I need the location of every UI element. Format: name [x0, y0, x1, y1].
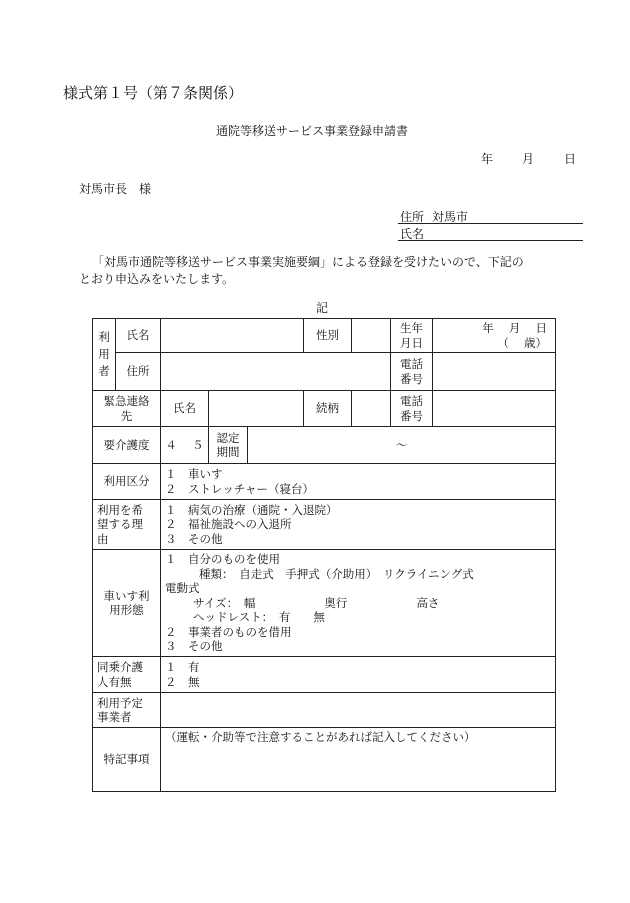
care-level-label-cell — [93, 427, 161, 464]
birth-age-format: （ 歳） — [497, 335, 547, 350]
usage-class-options-cell[interactable] — [161, 464, 556, 500]
provider-row — [93, 693, 556, 728]
user-phone-label-cell — [391, 353, 433, 391]
certification-period-input[interactable] — [248, 427, 555, 463]
companion-label-cell — [93, 657, 161, 693]
companion-label-1: 同乗介護 — [97, 660, 143, 675]
emergency-row — [93, 391, 556, 427]
user-address-label-cell — [116, 353, 161, 391]
birth-date-format: 年 月 日 — [482, 321, 547, 336]
reason-option-facility[interactable]: ２ 福祉施設への入退所 — [165, 517, 292, 532]
provider-input-cell[interactable] — [161, 693, 556, 728]
usage-class-row — [93, 464, 556, 500]
emergency-label-2: 先 — [120, 408, 133, 423]
relation-input-cell[interactable] — [352, 391, 391, 427]
sex-label-cell — [304, 319, 352, 353]
notes-label: 特記事項 — [103, 752, 150, 767]
birth-input-cell[interactable] — [433, 319, 556, 353]
user-phone-input-cell[interactable] — [433, 353, 556, 391]
wc-type[interactable]: 種類： 自走式 手押式（介助用） リクライニング式 — [199, 566, 474, 581]
wheelchair-label-1: 車いす利 — [103, 588, 150, 603]
reason-label-3: 由 — [97, 531, 109, 546]
sex-input-cell[interactable] — [352, 319, 391, 353]
user-address-label: 住所 — [126, 364, 150, 379]
notes-row — [93, 728, 556, 792]
wheelchair-options-cell[interactable] — [161, 550, 556, 657]
birth-label-2: 月日 — [400, 335, 423, 350]
ki-marker: 記 — [316, 301, 329, 315]
provider-label-cell — [93, 693, 161, 728]
wc-electric[interactable]: 電動式 — [165, 581, 200, 596]
wc-headrest[interactable]: ヘッドレスト： 有 無 — [193, 610, 325, 625]
care-level-row — [93, 427, 556, 464]
reason-row — [93, 500, 556, 550]
emergency-phone-input-cell[interactable] — [433, 391, 556, 427]
companion-row — [93, 657, 556, 693]
applicant-address-label: 住所 — [400, 210, 425, 224]
user-label: 利用者 — [98, 329, 110, 379]
care-level-values-cell[interactable] — [161, 427, 209, 464]
care-level-values: ４ ５ — [165, 437, 204, 452]
companion-label-2: 人有無 — [97, 674, 132, 689]
date-month-label: 月 — [522, 152, 535, 166]
relation-label: 続柄 — [316, 401, 339, 416]
companion-option-no[interactable]: ２ 無 — [165, 674, 200, 689]
user-address-input-cell[interactable] — [161, 353, 391, 391]
wc-other[interactable]: ３ その他 — [165, 639, 223, 654]
usage-class-label: 利用区分 — [103, 474, 150, 489]
emergency-name-label: 氏名 — [173, 401, 196, 416]
cert-label-2: 期間 — [216, 445, 240, 459]
emergency-phone-label-cell — [391, 391, 433, 427]
emergency-name-input-cell[interactable] — [209, 391, 304, 427]
wc-size[interactable]: サイズ： 幅 奥行 高さ — [193, 595, 440, 610]
birth-label-cell — [391, 319, 433, 353]
certification-cell — [209, 427, 556, 464]
reason-option-treatment[interactable]: １ 病気の治療（通院・入退院） — [165, 502, 338, 517]
cert-period-tilde: 〜 — [395, 437, 408, 452]
document-title: 通院等移送サービス事業登録申請書 — [216, 124, 409, 138]
wc-own[interactable]: １ 自分のものを使用 — [165, 551, 280, 566]
user-header-cell — [93, 319, 116, 391]
reason-option-other[interactable]: ３ その他 — [165, 531, 223, 546]
user-address-row — [93, 353, 556, 391]
notes-hint: （運転・介助等で注意することがあれば記入してください） — [165, 730, 476, 744]
emergency-phone-label-2: 番号 — [400, 408, 423, 423]
applicant-address-value[interactable]: 対馬市 — [432, 210, 469, 224]
wc-rental[interactable]: ２ 事業者のものを借用 — [165, 624, 292, 639]
emergency-phone-label-1: 電話 — [400, 394, 423, 409]
reason-label-cell — [93, 500, 161, 550]
companion-option-yes[interactable]: １ 有 — [165, 660, 200, 675]
care-level-label: 要介護度 — [103, 437, 150, 452]
wheelchair-label-2: 用形態 — [109, 603, 144, 617]
name-underline — [398, 240, 583, 241]
reason-label-2: 望する理 — [97, 517, 143, 532]
companion-options-cell[interactable] — [161, 657, 556, 693]
provider-label-1: 利用予定 — [97, 695, 143, 710]
usage-option-wheelchair[interactable]: １ 車いす — [165, 467, 223, 482]
usage-option-stretcher[interactable]: ２ ストレッチャー（寝台） — [165, 481, 315, 496]
wheelchair-label-cell — [93, 550, 161, 657]
usage-class-label-cell — [93, 464, 161, 500]
user-name-input-cell[interactable] — [161, 319, 304, 353]
cert-label-1: 認定 — [216, 430, 240, 445]
relation-label-cell — [304, 391, 352, 427]
phone-label-1: 電話 — [400, 357, 423, 372]
application-table — [92, 318, 556, 792]
intro-line-2: とおり申込みをいたします。 — [79, 272, 235, 286]
certification-label — [209, 427, 248, 463]
notes-label-cell — [93, 728, 161, 792]
emergency-label-1: 緊急連絡 — [103, 394, 150, 409]
sex-label: 性別 — [316, 328, 339, 343]
reason-label-1: 利用を希 — [97, 502, 143, 517]
date-year-label: 年 — [481, 152, 494, 166]
form-number: 様式第１号（第７条関係） — [63, 84, 244, 102]
provider-label-2: 事業者 — [97, 710, 132, 724]
birth-label-1: 生年 — [400, 321, 423, 336]
reason-options-cell[interactable] — [161, 500, 556, 550]
notes-input-cell[interactable] — [161, 728, 556, 792]
date-day-label: 日 — [564, 152, 577, 166]
user-name-label: 氏名 — [126, 328, 150, 343]
user-name-row — [93, 319, 556, 353]
addressee: 対馬市長 様 — [79, 182, 152, 196]
user-name-label-cell — [116, 319, 161, 353]
emergency-name-label-cell — [161, 391, 209, 427]
emergency-label-cell — [93, 391, 161, 427]
phone-label-2: 番号 — [400, 371, 423, 386]
applicant-name-label: 氏名 — [400, 227, 425, 241]
wheelchair-row — [93, 550, 556, 657]
intro-line-1: 「対馬市通院等移送サービス事業実施要綱」による登録を受けたいので、下記の — [92, 255, 524, 269]
address-underline — [398, 223, 583, 224]
